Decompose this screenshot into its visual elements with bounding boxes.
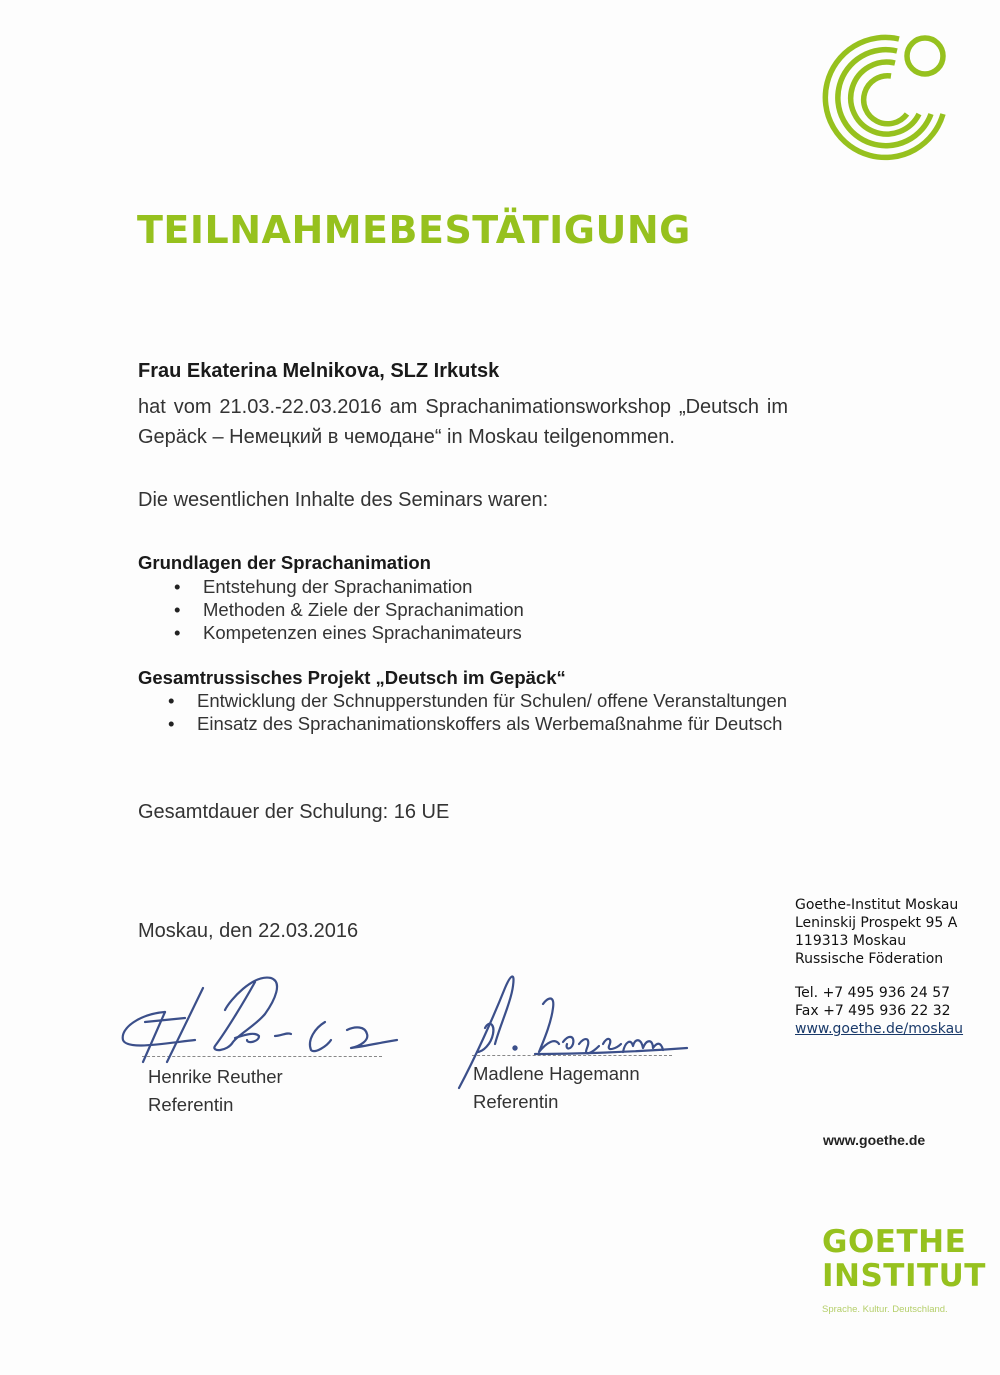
- section-heading: Grundlagen der Sprachanimation: [138, 552, 431, 573]
- signatory-name: Henrike Reuther: [148, 1066, 283, 1087]
- document-title: TEILNAHMEBESTÄTIGUNG: [137, 208, 691, 252]
- recipient-name: Frau Ekaterina Melnikova, SLZ Irkutsk: [138, 360, 500, 382]
- website-link[interactable]: www.goethe.de: [823, 1132, 926, 1148]
- brand-tagline: Sprache. Kultur. Deutschland.: [822, 1304, 948, 1315]
- address-phone: Tel. +7 495 936 24 57: [795, 985, 951, 1001]
- section-1: [138, 552, 524, 644]
- section-list: [203, 575, 524, 644]
- signatory-1: [148, 1063, 283, 1119]
- address-country: Russische Föderation: [795, 951, 944, 967]
- section-list: [197, 689, 787, 735]
- total-duration: Gesamtdauer der Schulung: 16 UE: [138, 801, 450, 823]
- place-and-date: Moskau, den 22.03.2016: [138, 920, 359, 942]
- address-website-link[interactable]: www.goethe.de/moskau: [795, 1021, 964, 1037]
- wordmark-line-2: INSTITUT: [822, 1258, 986, 1294]
- signatory-role: Referentin: [473, 1091, 559, 1112]
- address-fax: Fax +7 495 936 22 32: [795, 1003, 951, 1019]
- goethe-logo-icon: [815, 28, 955, 168]
- signature-henrike-reuther-icon: [115, 970, 405, 1070]
- goethe-institut-wordmark: [822, 1225, 986, 1293]
- signatory-2: [473, 1060, 640, 1116]
- list-item: • Kompetenzen eines Sprachanimateurs: [203, 621, 524, 644]
- institute-address: [795, 896, 963, 1038]
- list-item: • Methoden & Ziele der Sprachanimation: [203, 598, 524, 621]
- signatory-name: Madlene Hagemann: [473, 1063, 640, 1084]
- contents-intro: Die wesentlichen Inhalte des Seminars waren:: [138, 489, 549, 511]
- signatory-role: Referentin: [148, 1094, 234, 1115]
- address-org: Goethe-Institut Moskau: [795, 897, 959, 913]
- list-item: • Entwicklung der Schnupperstunden für Schulen/ offene Veranstaltungen: [197, 689, 787, 712]
- list-item: • Einsatz des Sprachanimationskoffers als Werbemaßnahme für Deutsch: [197, 712, 787, 735]
- address-city: 119313 Moskau: [795, 933, 907, 949]
- section-heading: Gesamtrussisches Projekt „Deutsch im Gepäck“: [138, 667, 566, 688]
- list-item: • Entstehung der Sprachanimation: [203, 575, 524, 598]
- wordmark-line-1: GOETHE: [822, 1224, 967, 1260]
- participation-statement: hat vom 21.03.-22.03.2016 am Sprachanimationsworkshop „Deutsch im Gepäck – Немецкий в чемодане“ in Moskau teilgenommen.: [138, 396, 788, 448]
- address-street: Leninskij Prospekt 95 A: [795, 915, 958, 931]
- section-2: [138, 667, 787, 735]
